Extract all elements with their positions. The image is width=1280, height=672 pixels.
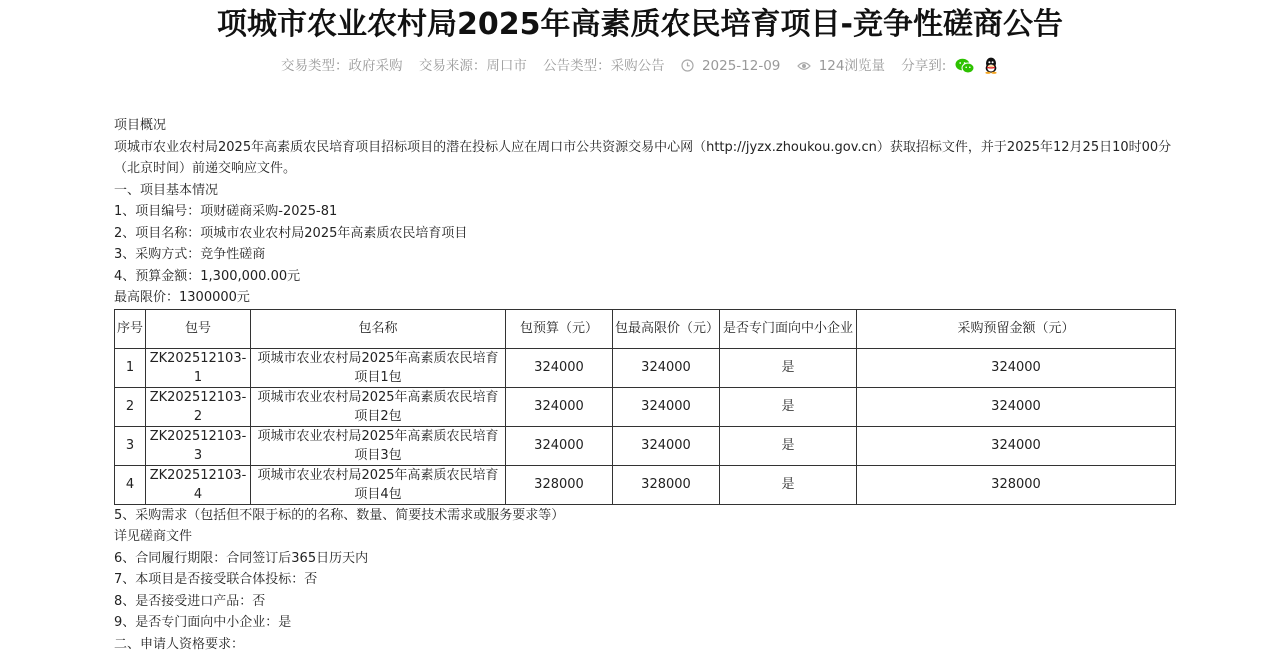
cell-package-name: 项城市农业农村局2025年高素质农民培育项目3包 xyxy=(251,426,506,465)
cell-index: 4 xyxy=(115,465,146,504)
cell-budget: 324000 xyxy=(506,348,613,387)
package-table xyxy=(114,309,1176,505)
overview-heading: 项目概况 xyxy=(114,118,167,133)
cell-index: 2 xyxy=(115,387,146,426)
col-header-sme: 是否专门面向中小企业 xyxy=(720,309,857,348)
table-row xyxy=(115,348,1176,387)
requirements-detail: 详见磋商文件 xyxy=(114,529,193,544)
trade-type: 交易类型：政府采购 xyxy=(281,58,403,74)
project-number: 1、项目编号：项财磋商采购-2025-81 xyxy=(114,204,338,219)
col-header-budget: 包预算（元） xyxy=(506,309,613,348)
col-header-package-no: 包号 xyxy=(146,309,251,348)
cell-reserved: 324000 xyxy=(857,387,1176,426)
cell-package-no: ZK202512103-4 xyxy=(146,465,251,504)
trade-source: 交易来源：周口市 xyxy=(418,58,527,74)
table-row xyxy=(115,426,1176,465)
cell-budget: 324000 xyxy=(506,426,613,465)
publish-date xyxy=(681,58,785,74)
contract-period: 6、合同履行期限：合同签订后365日历天内 xyxy=(114,550,369,566)
cell-max-price: 324000 xyxy=(613,387,720,426)
cell-package-name: 项城市农业农村局2025年高素质农民培育项目4包 xyxy=(251,465,506,504)
notice-content xyxy=(114,115,1178,655)
share-area xyxy=(901,58,999,74)
section-basic-info: 一、项目基本情况 xyxy=(114,182,219,198)
overview-text: 项城市农业农村局2025年高素质农民培育项目招标项目的潜在投标人应在周口市公共资源交易中心网（http://jyzx.zhoukou.gov.cn）获取招标文件，并于2025年12月25日10时00分（北京时间）前递交响应文件。 xyxy=(114,139,1172,176)
cell-reserved: 324000 xyxy=(857,348,1176,387)
cell-package-name: 项城市农业农村局2025年高素质农民培育项目2包 xyxy=(251,387,506,426)
col-header-reserved: 采购预留金额（元） xyxy=(857,309,1176,348)
notice-meta xyxy=(0,56,1280,76)
joint-bid: 7、本项目是否接受联合体投标：否 xyxy=(114,572,318,587)
view-count-text: 124浏览量 xyxy=(818,58,885,74)
qq-icon[interactable] xyxy=(983,57,999,74)
cell-max-price: 324000 xyxy=(613,426,720,465)
project-name: 2、项目名称：项城市农业农村局2025年高素质农民培育项目 xyxy=(114,225,468,241)
table-row xyxy=(115,465,1176,504)
cell-reserved: 328000 xyxy=(857,465,1176,504)
table-row xyxy=(115,387,1176,426)
cell-max-price: 328000 xyxy=(613,465,720,504)
col-header-index: 序号 xyxy=(115,309,146,348)
procurement-requirements: 5、采购需求（包括但不限于标的的名称、数量、简要技术需求或服务要求等） xyxy=(114,507,565,523)
share-label: 分享到: xyxy=(901,58,947,74)
cell-package-no: ZK202512103-1 xyxy=(146,348,251,387)
cell-package-name: 项城市农业农村局2025年高素质农民培育项目1包 xyxy=(251,348,506,387)
cell-sme: 是 xyxy=(720,465,857,504)
eye-icon xyxy=(797,60,811,72)
imported-products: 8、是否接受进口产品：否 xyxy=(114,593,266,609)
cell-max-price: 324000 xyxy=(613,348,720,387)
cell-sme: 是 xyxy=(720,348,857,387)
notice-type: 公告类型：采购公告 xyxy=(543,58,665,74)
cell-index: 3 xyxy=(115,426,146,465)
cell-budget: 328000 xyxy=(506,465,613,504)
col-header-package-name: 包名称 xyxy=(251,309,506,348)
cell-index: 1 xyxy=(115,348,146,387)
col-header-max-price: 包最高限价（元） xyxy=(613,309,720,348)
cell-reserved: 324000 xyxy=(857,426,1176,465)
sme-only: 9、是否专门面向中小企业：是 xyxy=(114,615,292,630)
cell-sme: 是 xyxy=(720,387,857,426)
procurement-method: 3、采购方式：竞争性磋商 xyxy=(114,247,266,262)
table-header-row xyxy=(115,309,1176,348)
cell-sme: 是 xyxy=(720,426,857,465)
cell-package-no: ZK202512103-3 xyxy=(146,426,251,465)
publish-date-text: 2025-12-09 xyxy=(701,58,781,74)
cell-budget: 324000 xyxy=(506,387,613,426)
section-qualifications: 二、申请人资格要求： xyxy=(114,636,245,652)
clock-icon xyxy=(681,59,694,72)
view-count xyxy=(797,58,890,74)
wechat-icon[interactable] xyxy=(955,58,975,74)
page-title: 项城市农业农村局2025年高素质农民培育项目-竞争性磋商公告 xyxy=(217,7,1063,42)
cell-package-no: ZK202512103-2 xyxy=(146,387,251,426)
max-price: 最高限价：1300000元 xyxy=(114,290,250,305)
budget-amount: 4、预算金额：1,300,000.00元 xyxy=(114,268,301,284)
